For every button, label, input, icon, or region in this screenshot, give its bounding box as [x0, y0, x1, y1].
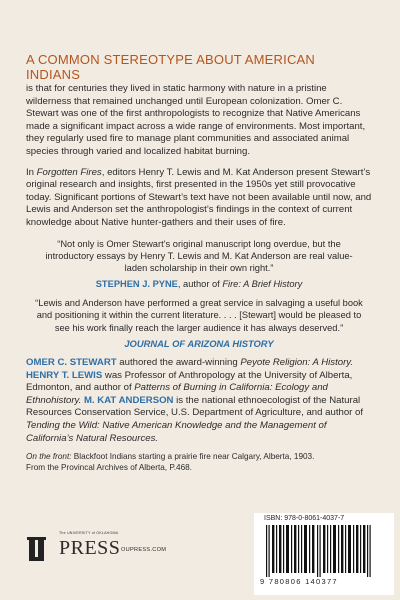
blurb-journal-attribution: JOURNAL OF ARIZONA HISTORY — [124, 337, 274, 349]
headline: A COMMON STEREOTYPE ABOUT AMERICAN INDIANS — [26, 52, 315, 82]
barcode-digits: 9 780806 140377 — [260, 577, 338, 586]
author-bios: OMER C. STEWART authored the award-winning Peyote Religion: A History. HENRY T. LEWIS was Professor of Anthropology at the University of Alberta, Edmonton, and author of Patterns of Burning in California: Ecology and Ethnohistory. M. KAT ANDERSON is the national ethnoecologist of the Natural Resources Conservation Service, U.S. Department of Agriculture, and author of Tending the Wild: Native American Knowledge and the Management of California’s Natural Resources. — [26, 356, 364, 444]
ou-logo-icon — [26, 535, 56, 565]
description-paragraph: In Forgotten Fires, editors Henry T. Lewis and M. Kat Anderson present Stewart’s original research and insights, first presented in the 1950s yet still provocative today. Significant portions of Stewart’s text have not been available until now, and Lewis and Anderson set the anthropologist’s findings in the context of current knowledge about Native hunter-gathers and their uses of fire. — [26, 166, 372, 228]
isbn-text: ISBN: 978-0-8061-4037-7 — [264, 515, 345, 522]
blurb-journal: “Lewis and Anderson have performed a great service in salvaging a useful book and positioning it within the current literature. . . . [Stewart] would be pleased to see his work finally reach the larger audience it has always deserved.” — [35, 297, 363, 333]
cover-caption: On the front: Blackfoot Indians starting a prairie fire near Calgary, Alberta, 1903. From the Provincal Archives of Alberta, P.468. — [26, 452, 315, 473]
blurb-pyne: “Not only is Omer Stewart’s original manuscript long overdue, but the introductory essays by Henry T. Lewis and M. Kat Anderson are real value-laden scholarship in their own right.” — [45, 238, 353, 274]
footer — [26, 513, 376, 593]
publisher-name: PRESS — [59, 537, 121, 559]
publisher-university: The UNIVERSITY of OKLAHOMA — [59, 531, 119, 535]
blurb-pyne-attribution: STEPHEN J. PYNE, author of Fire: A Brief History — [95, 278, 303, 289]
intro-paragraph: is that for centuries they lived in static harmony with nature in a pristine wilderness that remained unchanged until European colonization. Omer C. Stewart was one of the first anthropologists to recognize that Native Americans made a significant impact across a wide range of environments. Most important, they regularly used fire to manage plant communities and associated animal species through varied and localized habitat burning. — [26, 83, 366, 157]
book-title: Forgotten Fires — [36, 166, 102, 178]
barcode-image — [264, 525, 384, 577]
publisher-url: OUPRESS.COM — [121, 547, 167, 553]
barcode-panel — [254, 513, 394, 595]
